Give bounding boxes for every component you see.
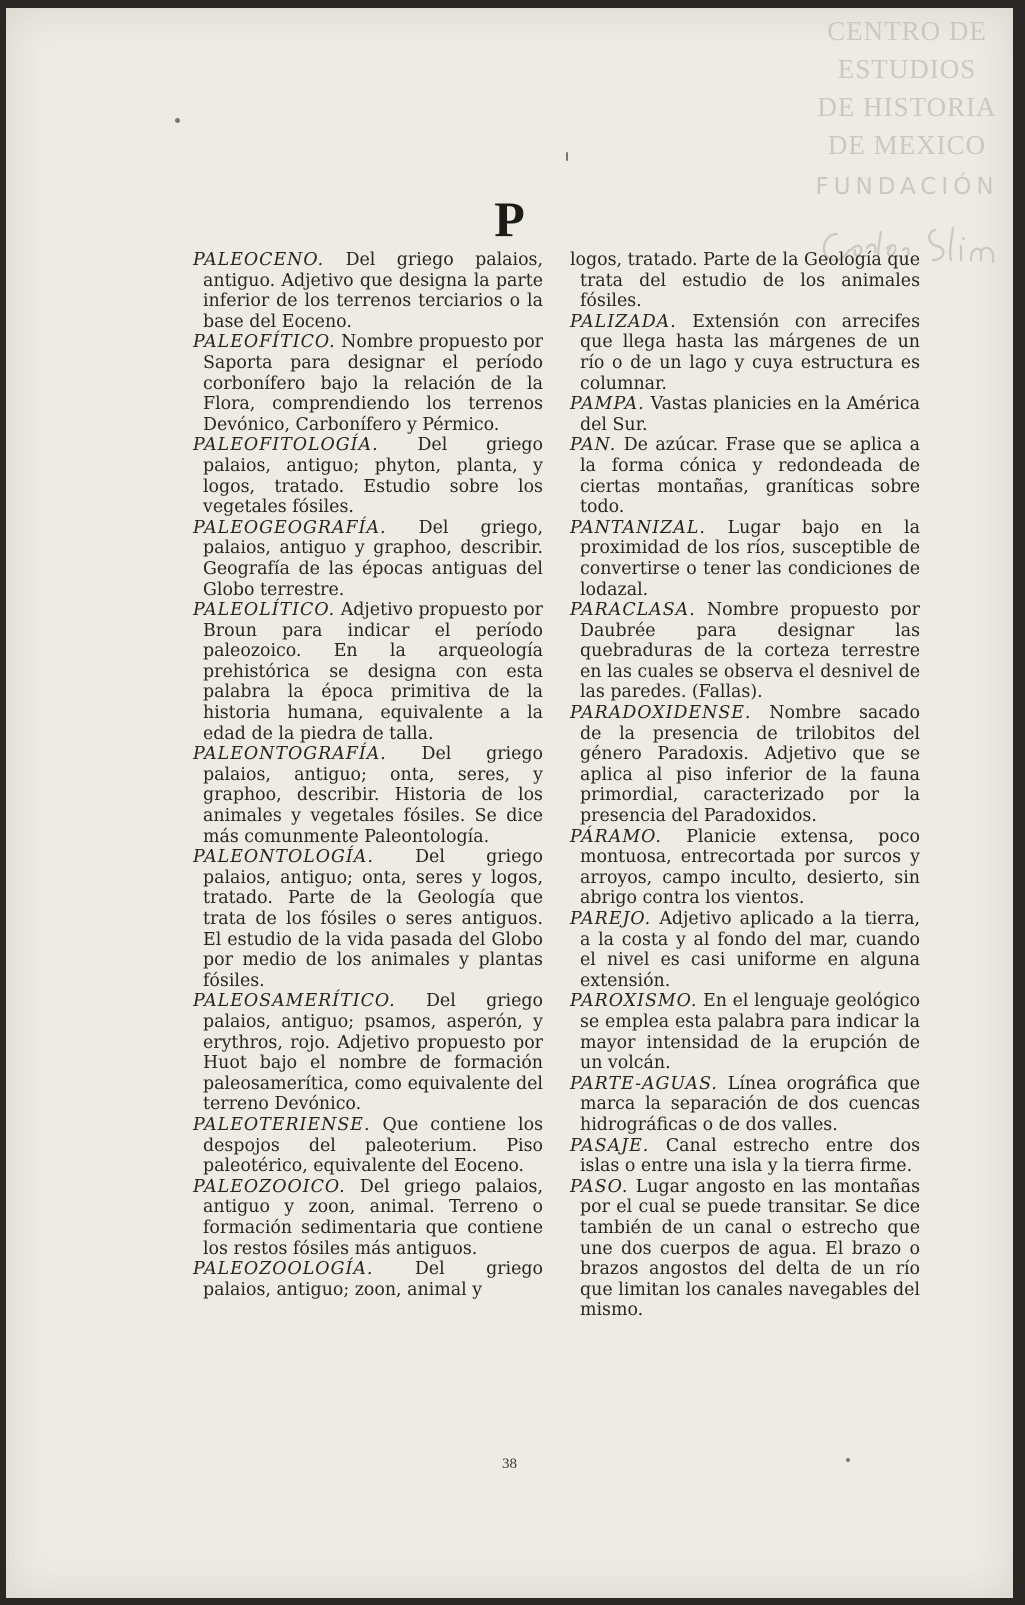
- dictionary-entry: [193, 332, 543, 435]
- entry-definition: Vastas planicies en la América del Sur.: [580, 394, 920, 435]
- watermark-line: CENTRO DE: [827, 16, 987, 46]
- entry-term: PASAJE.: [570, 1135, 650, 1156]
- entry-definition: Lugar angosto en las montañas por el cual se puede transitar. Se dice también de un canal o estrecho que une dos cuerpos de agua. El brazo o brazos angostos del delta de un río que limitan los canales navegables del mismo.: [580, 1176, 920, 1321]
- entry-term: PALEOLÍTICO.: [193, 600, 336, 621]
- entry-definition: Del griego palaios, antiguo; psamos, asperón, y erythros, rojo. Adjetivo propuesto por Huot bajo el nombre de formación paleosamerítica, como equivalente del terreno Devónico.: [203, 991, 543, 1115]
- entry-definition: Adjetivo propuesto por Broun para indicar el período paleozoico. En la arqueología prehistórica se designa con esta palabra la época primitiva de la historia humana, equivalente a la edad de la piedra de talla.: [203, 600, 543, 744]
- entry-definition: Nombre propuesto por Daubrée para designar las quebraduras de la corteza terrestre en las cuales se observa el desnivel de las paredes. (Fallas).: [580, 600, 920, 703]
- entry-definition: Canal estrecho entre dos islas o entre una isla y la tierra firme.: [580, 1135, 920, 1177]
- dictionary-entry: [193, 1259, 543, 1300]
- watermark-line: DE HISTORIA: [817, 92, 997, 122]
- dictionary-entry: [193, 744, 543, 847]
- entry-term: PALEOTERIENSE.: [193, 1114, 371, 1135]
- entry-definition: Adjetivo aplicado a la tierra, a la costa y al fondo del mar, cuando el nivel es casi uniforme en alguna extensión.: [580, 909, 920, 991]
- entry-definition: Del griego, palaios, antiguo y graphoo, describir. Geografía de las épocas antiguas del Globo terrestre.: [203, 517, 543, 600]
- entry-definition: Del griego palaios, antiguo; phyton, planta, y logos, tratado. Estudio sobre los vegetales fósiles.: [203, 435, 543, 518]
- dictionary-entry: [570, 600, 920, 703]
- dictionary-entry: [570, 312, 920, 394]
- dictionary-entry: [193, 991, 543, 1115]
- entry-term: PALEOFITOLOGÍA.: [193, 435, 379, 456]
- dictionary-entry: [570, 518, 920, 600]
- entry-definition: De azúcar. Frase que se aplica a la forma cónica y redondeada de ciertas montañas, graníticas sobre todo.: [580, 435, 920, 518]
- right-column: [570, 250, 920, 1321]
- dictionary-entry: [570, 394, 920, 435]
- entry-definition: logos, tratado. Parte de la Geología que trata del estudio de los animales fósiles.: [570, 250, 920, 312]
- entry-definition: Nombre propuesto por Saporta para designar el período corbonífero bajo la relación de la Flora, comprendiendo los terrenos Devónico, Carbonífero y Pérmico.: [203, 332, 543, 435]
- entry-term: PARADOXIDENSE.: [570, 703, 752, 724]
- dictionary-entry: [193, 847, 543, 991]
- entry-term: PALEOSAMERÍTICO.: [193, 991, 396, 1012]
- dictionary-entry: [570, 1136, 920, 1177]
- dictionary-entry: [193, 1177, 543, 1259]
- entry-term: PAMPA.: [570, 394, 645, 415]
- entry-term: PALEOGEOGRAFÍA.: [193, 517, 387, 538]
- entry-definition: Del griego palaios, antiguo. Adjetivo que designa la parte inferior de los terrenos terciarios o la base del Eoceno.: [203, 250, 543, 332]
- entry-definition: En el lenguaje geológico se emplea esta palabra para indicar la mayor intensidad de la erupción de un volcán.: [580, 991, 920, 1074]
- entry-term: PALEOCENO.: [193, 250, 325, 270]
- entry-definition: Planicie extensa, poco montuosa, entrecortada por surcos y arroyos, campo inculto, desierto, sin abrigo contra los vientos.: [580, 826, 920, 909]
- page-number: 38: [502, 1456, 517, 1472]
- entry-term: PALEOZOOLOGÍA.: [193, 1259, 374, 1280]
- entry-definition: Extensión con arrecifes que llega hasta las márgenes de un río o de un lago y cuya estructura es columnar.: [580, 311, 920, 394]
- entry-term: PARACLASA.: [570, 600, 696, 621]
- entry-term: PALEONTOLOGÍA.: [193, 847, 374, 868]
- entry-term: PALEOZOOICO.: [193, 1176, 346, 1197]
- dictionary-entry: [193, 600, 543, 744]
- dictionary-entry: [570, 250, 920, 312]
- entry-term: PASO.: [570, 1176, 629, 1197]
- dictionary-entry: [193, 518, 543, 600]
- left-column: [193, 250, 543, 1300]
- entry-term: PANTANIZAL.: [570, 517, 706, 538]
- entry-definition: Del griego palaios, antiguo; onta, seres, y graphoo, describir. Historia de los animales y vegetales fósiles. Se dice más comunmente Paleontología.: [203, 744, 543, 847]
- section-letter: P: [494, 191, 525, 247]
- entry-term: PAROXISMO.: [570, 991, 698, 1012]
- dictionary-page: [6, 8, 1013, 1598]
- dictionary-entry: [570, 703, 920, 827]
- entry-definition: Del griego palaios, antiguo y zoon, animal. Terreno o formación sedimentaria que contiene los restos fósiles más antiguos.: [203, 1176, 543, 1259]
- dictionary-entry: [193, 250, 543, 332]
- dictionary-entry: [570, 435, 920, 517]
- dictionary-entry: [193, 1115, 543, 1177]
- dictionary-entry: [570, 1074, 920, 1136]
- dictionary-entry: [193, 435, 543, 517]
- archive-watermark: [807, 12, 1007, 206]
- entry-term: PÁRAMO.: [570, 826, 662, 847]
- watermark-foundation: FUNDACIÓN: [815, 174, 999, 200]
- entry-definition: Del griego palaios, antiguo; zoon, animal y: [203, 1259, 543, 1300]
- entry-term: PALEOFÍTICO.: [193, 332, 336, 353]
- watermark-line: DE MEXICO: [827, 130, 987, 160]
- entry-definition: Línea orográfica que marca la separación de dos cuencas hidrográficas o de dos valles.: [580, 1073, 920, 1135]
- dictionary-entry: [570, 991, 920, 1073]
- entry-term: PARTE-AGUAS.: [570, 1073, 718, 1094]
- entry-term: PAN.: [570, 435, 617, 456]
- watermark-line: ESTUDIOS: [837, 54, 977, 84]
- entry-definition: Lugar bajo en la proximidad de los ríos, susceptible de convertirse o tener las condiciones de lodazal.: [580, 517, 920, 600]
- entry-definition: Nombre sacado de la presencia de trilobitos del género Paradoxis. Adjetivo que se aplica al piso inferior de la fauna primordial, caracterizado por la presencia del Paradoxidos.: [580, 703, 920, 827]
- entry-term: PALIZADA.: [570, 311, 677, 332]
- entry-definition: Que contiene los despojos del paleoterium. Piso paleotérico, equivalente del Eoceno.: [203, 1114, 543, 1177]
- dictionary-entry: [570, 827, 920, 909]
- entry-definition: Del griego palaios, antiguo; onta, seres y logos, tratado. Parte de la Geología que trata de los fósiles o seres antiguos. El estudio de la vida pasada del Globo por medio de los animales y plantas fósiles.: [203, 847, 543, 991]
- entry-term: PALEONTOGRAFÍA.: [193, 744, 387, 765]
- dictionary-entry: [570, 909, 920, 991]
- dictionary-entry: [570, 1177, 920, 1321]
- entry-term: PAREJO.: [570, 909, 652, 929]
